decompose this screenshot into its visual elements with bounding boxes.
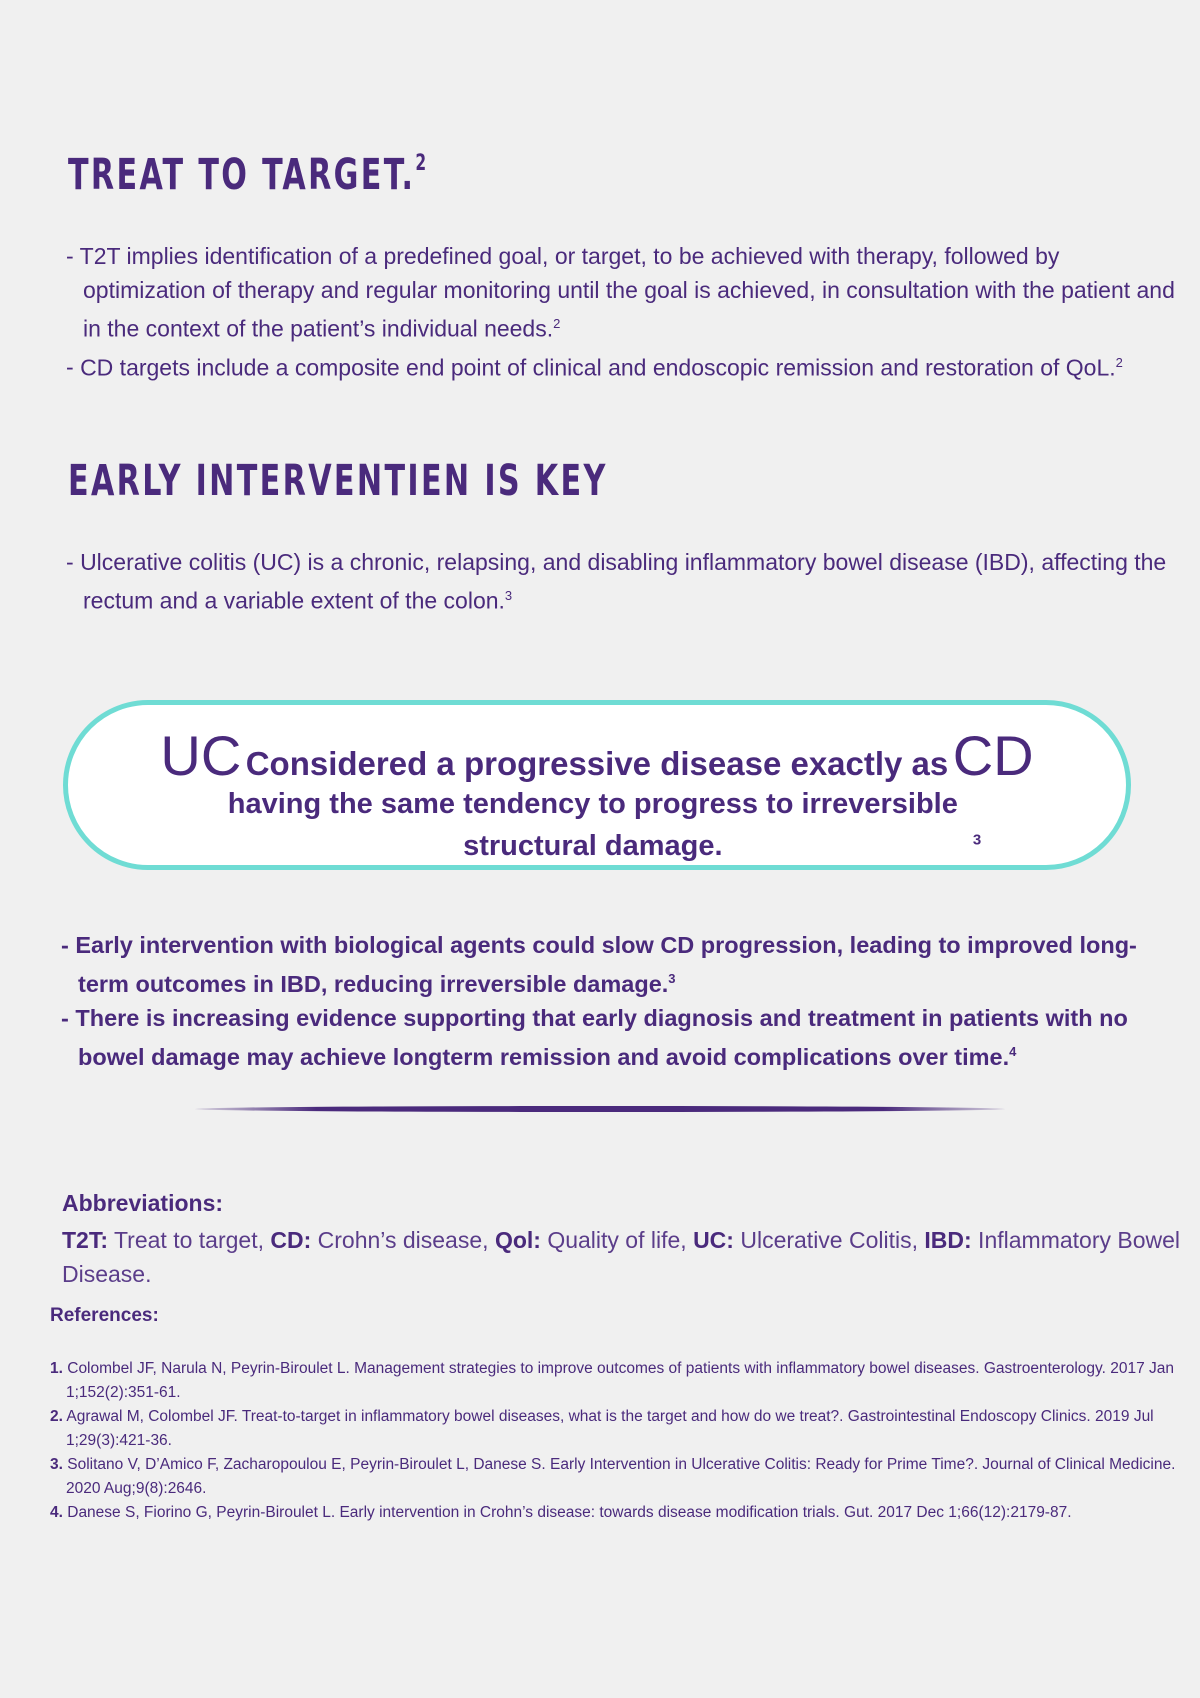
abbr-term: UC: (693, 1227, 734, 1253)
citation: 3 (972, 831, 982, 849)
reference-text: Danese S, Fiorino G, Peyrin-Biroulet L. Early intervention in Crohn’s disease: towards disease modification trials. Gut. 2017 Dec 1;66(12):2179-87. (62, 1504, 1072, 1521)
reference-item (50, 1357, 1180, 1405)
abbr-def: Crohn’s disease, (311, 1227, 495, 1253)
abbr-def: Inflammatory Bowel Disease. (62, 1227, 1181, 1287)
abbreviations-text (62, 1223, 1182, 1291)
early-intervention-bullet-list (61, 928, 1171, 1074)
callout-box (63, 700, 1131, 870)
bullet-text: There is increasing evidence supporting that early diagnosis and treatment in patients with no bowel damage may achieve longterm remission and avoid complications over time. (75, 1004, 1128, 1070)
callout-uc: UC (160, 724, 242, 787)
reference-item (50, 1453, 1180, 1501)
reference-number: 2. (50, 1408, 63, 1425)
bullet-text: Early intervention with biological agents could slow CD progression, leading to improved long-term outcomes in IBD, reducing irreversible damage. (75, 932, 1137, 997)
callout-middle-text: Considered a progressive disease exactly as (245, 745, 949, 782)
callout-line2 (68, 783, 1126, 867)
bullet-item (66, 239, 1176, 346)
reference-number: 3. (50, 1456, 63, 1473)
abbr-term: CD: (270, 1227, 312, 1253)
uc-bullet-list (66, 545, 1176, 618)
bullet-item (66, 346, 1176, 385)
bullet-text: T2T implies identification of a predefined goal, or target, to be achieved with therapy, followed by optimization of therapy and regular monitoring until the goal is achieved, in consultation with the patient and in the context of the patient’s individual needs. (79, 243, 1175, 342)
heading-citation: 2 (415, 150, 427, 176)
callout-subtext: having the same tendency to progress to irreversible structural damage. (227, 788, 958, 862)
reference-item (50, 1405, 1180, 1453)
citation: 3 (668, 971, 676, 986)
abbr-def: Treat to target, (108, 1227, 271, 1253)
references-title: References: (50, 1305, 159, 1326)
reference-text: Agrawal M, Colombel JF. Treat-to-target in inflammatory bowel diseases, what is the target and how do we treat?. Gastrointestinal Endoscopy Clinics. 2019 Jul 1;29(3):421-36. (62, 1408, 1154, 1449)
abbr-term: Qol: (494, 1227, 541, 1253)
reference-text: Solitano V, D’Amico F, Zacharopoulou E, Peyrin-Biroulet L, Danese S. Early Intervention in Ulcerative Colitis: Ready for Prime Time?. Journal of Clinical Medicine. 2020 Aug;9(8):2646. (62, 1456, 1176, 1497)
reference-text: Colombel JF, Narula N, Peyrin-Biroulet L. Management strategies to improve outcomes of patients with inflammatory bowel diseases. Gastroenterology. 2017 Jan 1;152(2):351-61. (62, 1360, 1175, 1401)
bullet-text: Ulcerative colitis (UC) is a chronic, relapsing, and disabling inflammatory bowel disease (IBD), affecting the rectum and a variable extent of the colon. (80, 549, 1167, 614)
heading-text: TREAT TO TARGET. (68, 150, 416, 200)
callout-line1 (68, 723, 1126, 788)
reference-item (50, 1501, 1180, 1525)
bullet-item (61, 1001, 1171, 1074)
t2t-bullet-list (66, 239, 1176, 384)
section-heading-treat-to-target (68, 150, 426, 200)
abbr-term: T2T: (62, 1227, 108, 1253)
abbr-term: IBD: (924, 1227, 972, 1253)
bullet-item (66, 545, 1176, 618)
callout-cd: CD (952, 724, 1034, 787)
section-heading-early-intervention (68, 456, 608, 506)
heading-text: EARLY INTERVENTIEN IS KEY (68, 456, 608, 506)
bullet-item (61, 928, 1171, 1001)
citation: 4 (1009, 1043, 1017, 1059)
citation: 2 (1115, 354, 1123, 370)
divider-line (195, 1106, 1005, 1112)
citation: 3 (504, 588, 513, 603)
references-list (50, 1357, 1180, 1525)
reference-number: 4. (50, 1504, 63, 1521)
bullet-text: CD targets include a composite end point of clinical and endoscopic remission and restoration of QoL. (80, 354, 1116, 381)
abbreviations-title: Abbreviations: (62, 1190, 224, 1216)
abbr-def: Quality of life, (540, 1227, 694, 1253)
abbr-def: Ulcerative Colitis, (733, 1227, 925, 1253)
reference-number: 1. (50, 1360, 63, 1377)
citation: 2 (553, 316, 561, 331)
